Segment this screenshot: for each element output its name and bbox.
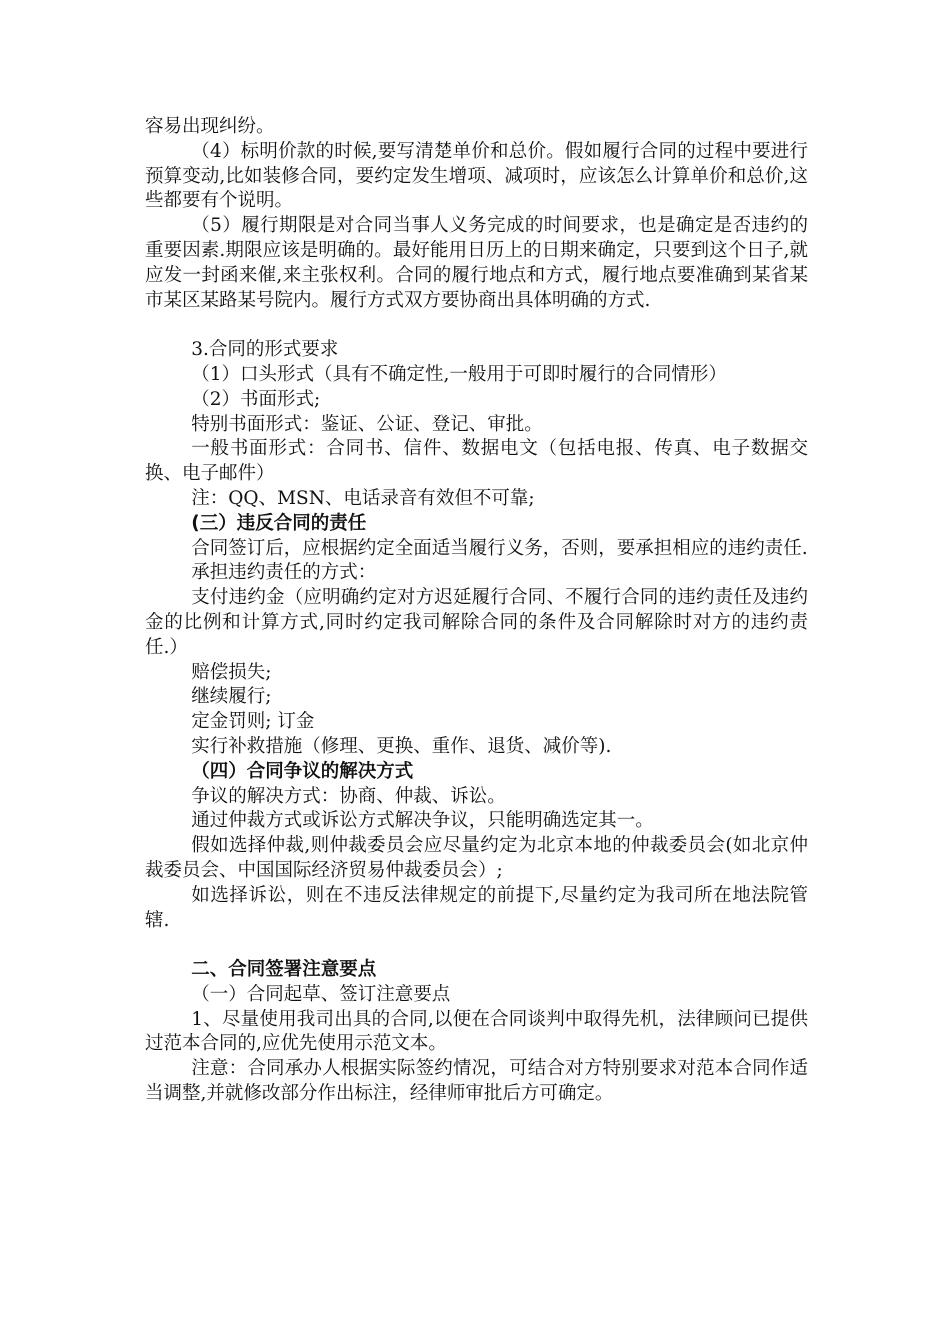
paragraph: （5）履行期限是对合同当事人义务完成的时间要求，也是确定是否违约的重要因素.期限应该是明确的。最好能用日历上的日期来确定，只要到这个日子,就应发一封函来催,来主张权利。合同的履行地点和方式，履行地点要准确到某省某市某区某路某号院内。履行方式双方要协商出具体明确的方式. [145, 215, 808, 311]
paragraph: 争议的解决方式：协商、仲裁、诉讼。 [191, 785, 506, 807]
paragraph: （2）书面形式; [191, 388, 321, 410]
paragraph: 容易出现纠纷。 [145, 116, 275, 137]
paragraph: 1、尽量使用我司出具的合同,以便在合同谈判中取得先机，法律顾问已提供过范本合同的,应优先使用示范文本。 [145, 1008, 808, 1055]
section-heading: （四）合同争议的解决方式 [191, 760, 414, 782]
paragraph: 3.合同的形式要求 [191, 339, 339, 361]
paragraph: 特别书面形式：鉴证、公证、登记、审批。 [191, 413, 543, 435]
paragraph: 实行补救措施（修理、更换、重作、退货、减价等). [191, 735, 612, 757]
document-page [145, 115, 808, 1107]
paragraph: 注意：合同承办人根据实际签约情况，可结合对方特别要求对范本合同作适当调整,并就修改部分作出标注，经律师审批后方可确定。 [145, 1058, 808, 1105]
paragraph: （4）标明价款的时候,要写清楚单价和总价。假如履行合同的过程中要进行预算变动,比如装修合同，要约定发生增项、减项时，应该怎么计算单价和总价,这些都要有个说明。 [145, 140, 808, 212]
paragraph: （1）口头形式（具有不确定性,一般用于可即时履行的合同情形） [191, 363, 727, 385]
paragraph: 合同签订后，应根据约定全面适当履行义务，否则，要承担相应的违约责任. [191, 537, 808, 559]
paragraph: 继续履行; [191, 686, 272, 708]
paragraph: 定金罚则; 订金 [191, 711, 315, 733]
paragraph: 承担违约责任的方式： [191, 562, 377, 584]
paragraph: （一）合同起草、签订注意要点 [191, 983, 451, 1005]
blank-line [145, 313, 808, 338]
section-heading: (三）违反合同的责任 [191, 512, 367, 534]
paragraph: 赔偿损失; [191, 661, 272, 683]
paragraph: 假如选择仲裁,则仲裁委员会应尽量约定为北京本地的仲裁委员会(如北京仲裁委员会、中国国际经济贸易仲裁委员会）; [145, 835, 808, 881]
section-heading: 二、合同签署注意要点 [191, 959, 377, 981]
paragraph: 注：QQ、MSN、电话录音有效但不可靠; [191, 487, 535, 509]
paragraph: 如选择诉讼，则在不违反法律规定的前提下,尽量约定为我司所在地法院管辖. [145, 884, 808, 931]
paragraph: 一般书面形式：合同书、信件、数据电文（包括电报、传真、电子数据交换、电子邮件） [145, 438, 808, 485]
paragraph: 通过仲裁方式或诉讼方式解决争议，只能明确选定其一。 [191, 810, 654, 832]
blank-line [145, 933, 808, 958]
paragraph: 支付违约金（应明确约定对方迟延履行合同、不履行合同的违约责任及违约金的比例和计算方式,同时约定我司解除合同的条件及合同解除时对方的违约责任.） [145, 587, 808, 658]
